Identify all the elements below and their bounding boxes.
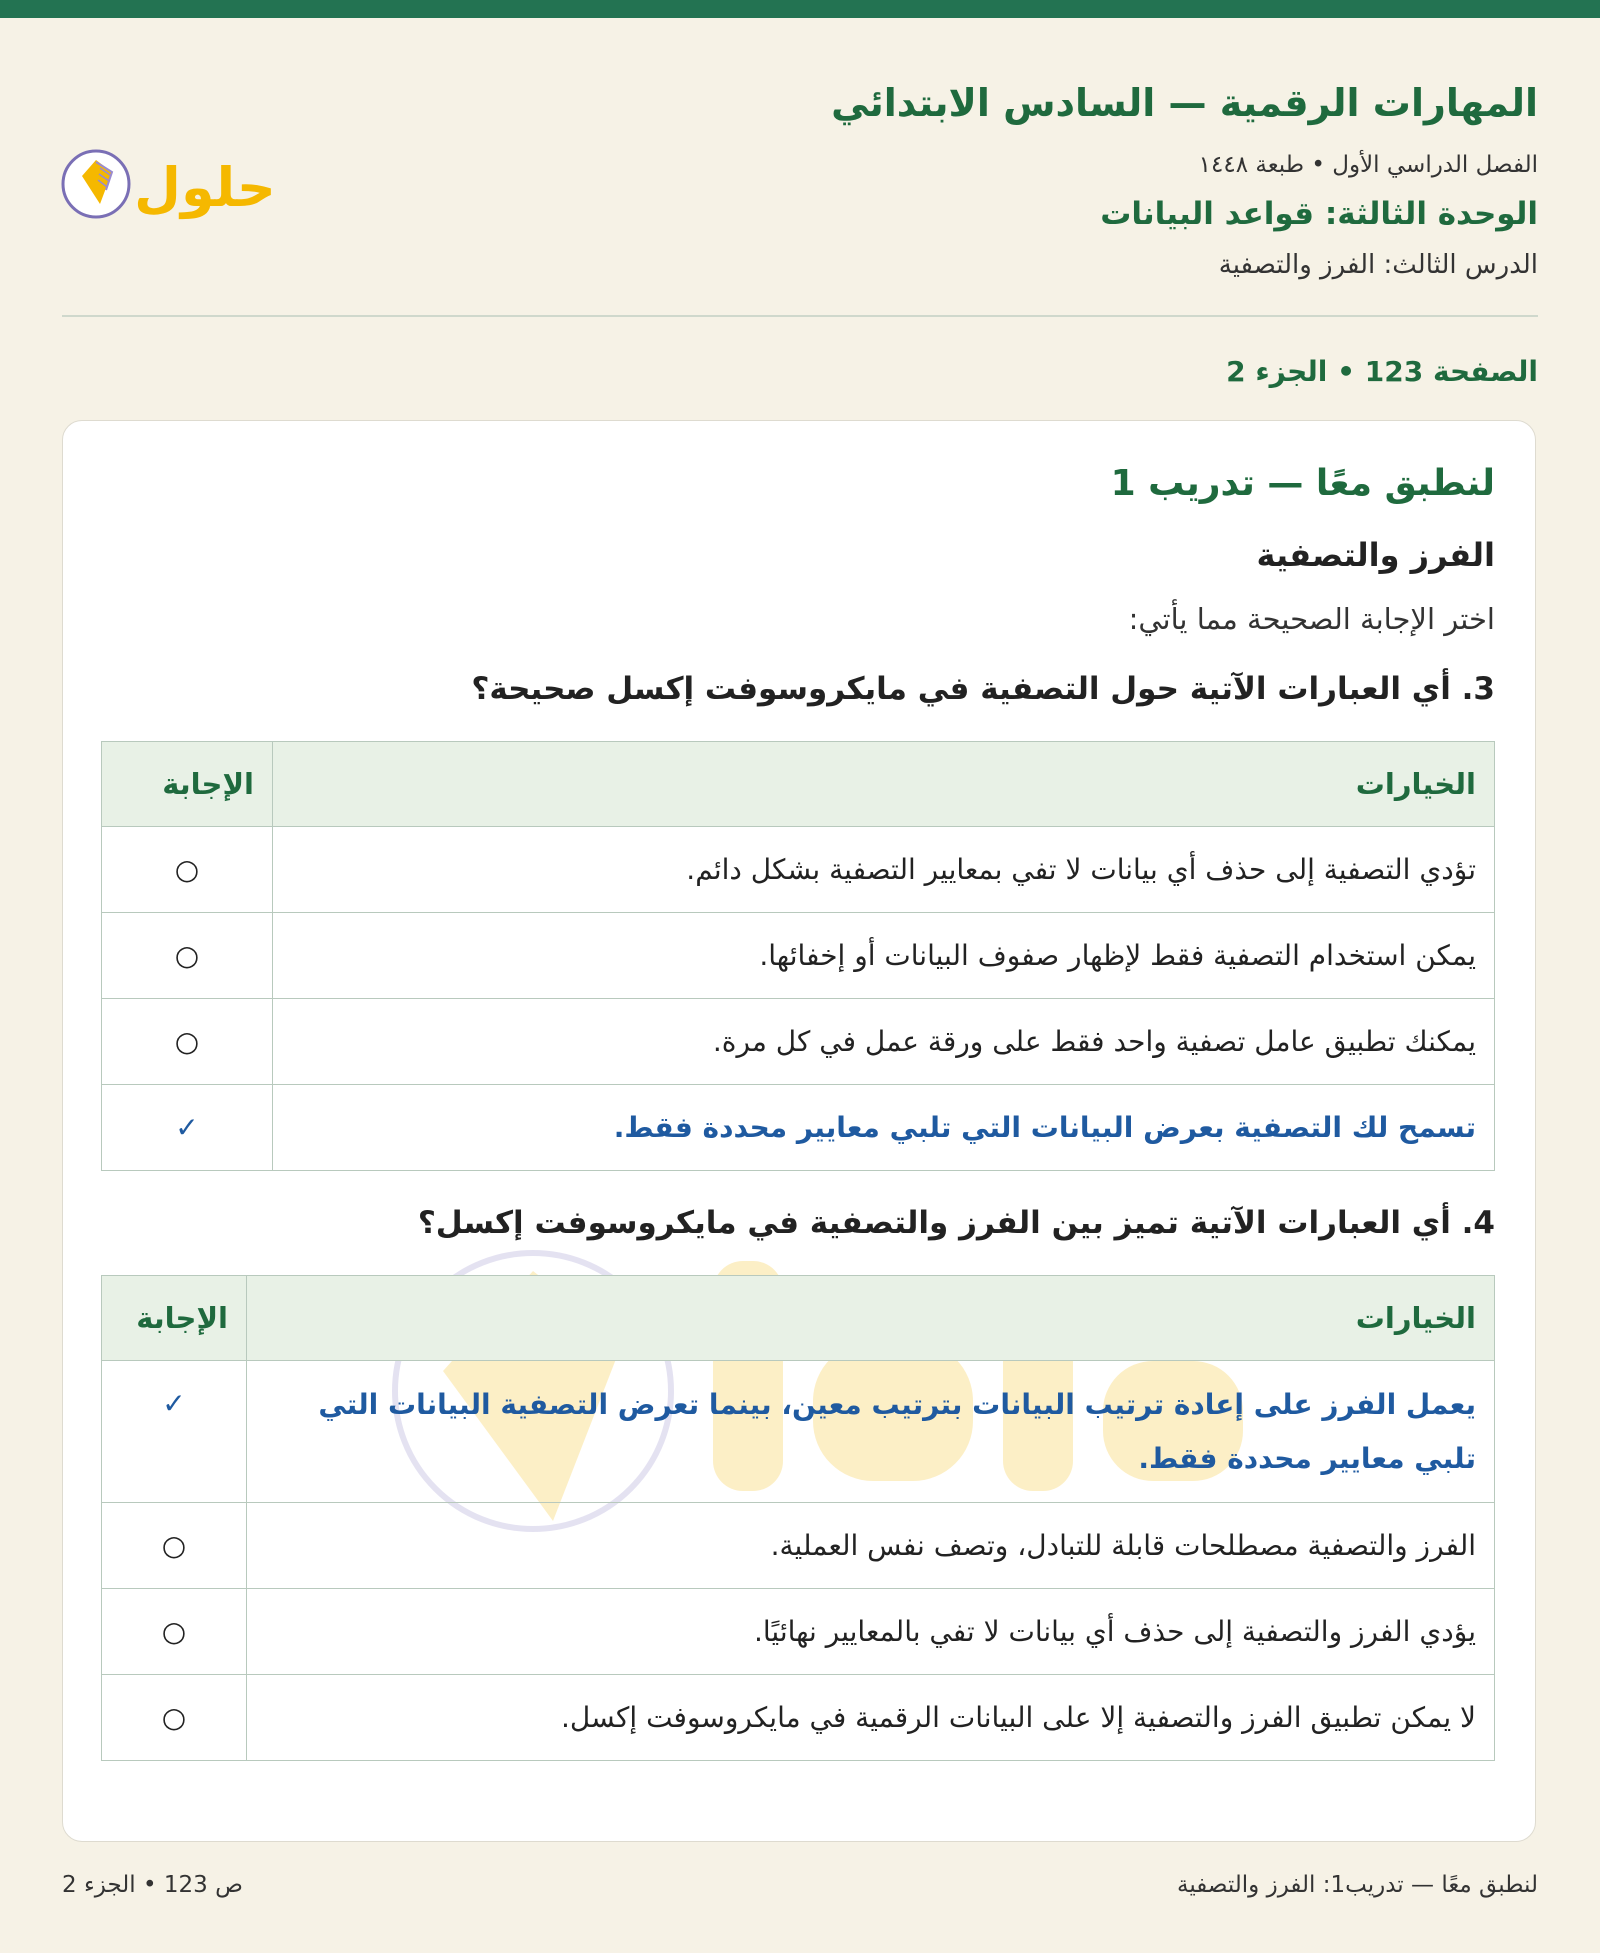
question-4: 4. أي العبارات الآتية تميز بين الفرز والتصفية في مايكروسوفت إكسل؟	[417, 1205, 1495, 1241]
table-row-correct	[102, 1361, 1495, 1503]
exercise-card	[62, 420, 1536, 1842]
footer-lesson-ref: لنطبق معًا — تدريب1: الفرز والتصفية	[1176, 1872, 1538, 1898]
answer-radio[interactable]: ○	[102, 827, 273, 913]
book-title: المهارات الرقمية — السادس الابتدائي	[831, 81, 1538, 125]
table-row	[102, 913, 1495, 999]
table-header-row	[102, 1276, 1495, 1361]
option-text-correct: تسمح لك التصفية بعرض البيانات التي تلبي معايير محددة فقط.	[273, 1085, 1495, 1171]
page-header	[62, 78, 1538, 282]
options-column-header: الخيارات	[273, 742, 1495, 827]
option-text: الفرز والتصفية مصطلحات قابلة للتبادل، وتصف نفس العملية.	[247, 1503, 1495, 1589]
lesson-title: الدرس الثالث: الفرز والتصفية	[1218, 250, 1538, 280]
answer-radio[interactable]: ○	[102, 999, 273, 1085]
header-divider	[62, 315, 1538, 317]
option-text: يمكن استخدام التصفية فقط لإظهار صفوف البيانات أو إخفائها.	[273, 913, 1495, 999]
table-row	[102, 1503, 1495, 1589]
footer-page-ref: ص 123 • الجزء 2	[62, 1872, 243, 1898]
option-text: لا يمكن تطبيق الفرز والتصفية إلا على البيانات الرقمية في مايكروسوفت إكسل.	[247, 1675, 1495, 1761]
option-text: تؤدي التصفية إلى حذف أي بيانات لا تفي بمعايير التصفية بشكل دائم.	[273, 827, 1495, 913]
answer-radio[interactable]: ○	[102, 1675, 247, 1761]
table-row-correct	[102, 1085, 1495, 1171]
lesson-subtitle: الفرز والتصفية	[1256, 536, 1495, 574]
unit-title: الوحدة الثالثة: قواعد البيانات	[1100, 196, 1538, 232]
answer-column-header: الإجابة	[102, 1276, 247, 1361]
table-row	[102, 827, 1495, 913]
options-table-q3	[101, 741, 1495, 1171]
instruction-text: اختر الإجابة الصحيحة مما يأتي:	[1128, 602, 1495, 636]
answer-radio[interactable]: ○	[102, 1503, 247, 1589]
option-text: يمكنك تطبيق عامل تصفية واحد فقط على ورقة عمل في كل مرة.	[273, 999, 1495, 1085]
top-accent-bar	[0, 0, 1600, 18]
answer-column-header: الإجابة	[102, 742, 273, 827]
table-row	[102, 1675, 1495, 1761]
logo-wordmark: حلول	[134, 156, 276, 219]
table-header-row	[102, 742, 1495, 827]
check-mark-icon[interactable]: ✓	[102, 1361, 247, 1503]
table-row	[102, 1589, 1495, 1675]
option-text: يؤدي الفرز والتصفية إلى حذف أي بيانات لا تفي بالمعايير نهائيًا.	[247, 1589, 1495, 1675]
question-3: 3. أي العبارات الآتية حول التصفية في مايكروسوفت إكسل صحيحة؟	[471, 671, 1495, 707]
answer-radio[interactable]: ○	[102, 1589, 247, 1675]
options-column-header: الخيارات	[247, 1276, 1495, 1361]
section-title: لنطبق معًا — تدريب 1	[1110, 463, 1495, 504]
table-row	[102, 999, 1495, 1085]
check-mark-icon[interactable]: ✓	[102, 1085, 273, 1171]
page-reference: الصفحة 123 • الجزء 2	[1226, 355, 1538, 388]
option-text-correct: يعمل الفرز على إعادة ترتيب البيانات بترتيب معين، بينما تعرض التصفية البيانات التي تلبي معايير محددة فقط.	[247, 1361, 1495, 1503]
options-table-q4	[101, 1275, 1495, 1761]
hulul-logo	[60, 128, 280, 224]
semester-edition: الفصل الدراسي الأول • طبعة ١٤٤٨	[1198, 152, 1538, 178]
answer-radio[interactable]: ○	[102, 913, 273, 999]
